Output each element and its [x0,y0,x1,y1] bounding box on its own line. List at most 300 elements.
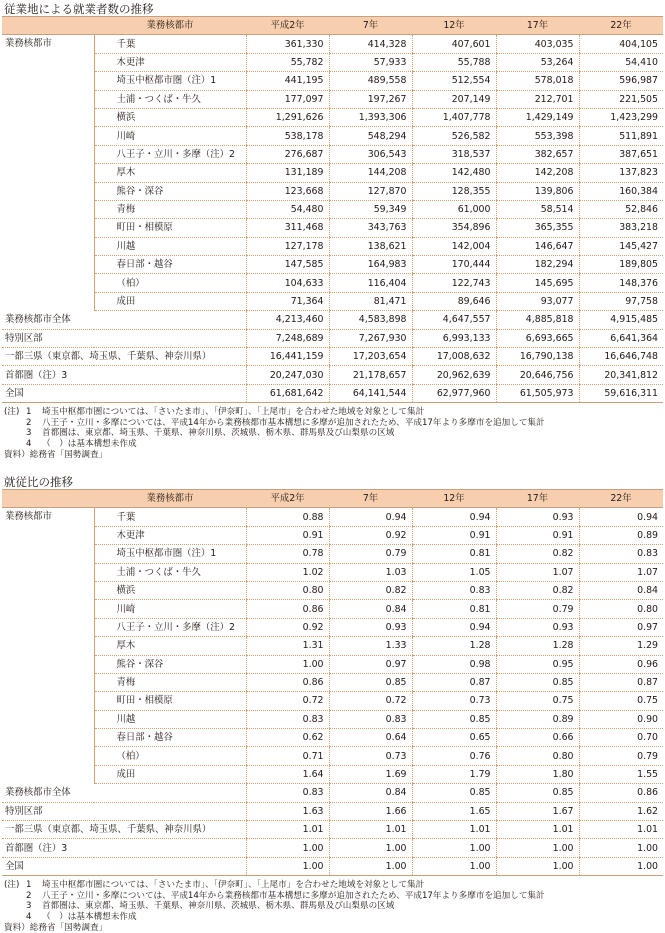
value-cell: 0.95 [496,655,579,673]
value-cell: 0.86 [246,600,329,618]
header-blank [2,490,94,508]
value-cell: 57,933 [329,53,412,71]
value-cell: 212,701 [496,90,579,108]
value-cell: 52,846 [579,200,663,218]
value-cell: 1.00 [246,857,329,875]
city-name: （柏） [94,274,246,292]
table-row [2,127,663,145]
value-cell: 122,743 [412,274,496,292]
value-cell: 55,782 [246,53,329,71]
group-label [2,292,94,310]
value-cell: 1.01 [329,821,412,839]
value-cell: 137,823 [579,164,663,182]
value-cell: 414,328 [329,35,412,53]
group-label [2,563,94,581]
note-label [4,428,26,439]
total-row [2,839,663,857]
city-name: 埼玉中枢都市圏（注）1 [94,72,246,90]
value-cell: 0.73 [412,692,496,710]
value-cell: 1.00 [496,857,579,875]
city-name: 木更津 [94,526,246,544]
value-cell: 0.82 [496,545,579,563]
value-cell: 16,646,748 [579,348,663,366]
group-label [2,274,94,292]
value-cell: 20,247,030 [246,366,329,384]
value-cell: 0.80 [496,747,579,765]
value-cell: 0.80 [579,600,663,618]
value-cell: 0.89 [496,710,579,728]
note-text: 首都圏は、東京都、埼玉県、千葉県、神奈川県、茨城県、栃木県、群馬県及び山梨県の区域 [42,428,395,439]
value-cell: 0.94 [329,508,412,526]
group-label [2,581,94,599]
column-header: 平成2年 [246,17,329,35]
table-row [2,600,663,618]
table-row [2,563,663,581]
value-cell: 0.65 [412,729,496,747]
column-header: 22年 [579,490,663,508]
value-cell: 0.82 [496,581,579,599]
value-cell: 1.55 [579,765,663,783]
source-note: 資料）総務省「国勢調査」 [4,449,108,460]
value-cell: 1.28 [496,637,579,655]
note-item [4,428,665,439]
city-name: （柏） [94,747,246,765]
group-label [2,692,94,710]
value-cell: 0.94 [412,618,496,636]
value-cell: 17,203,654 [329,348,412,366]
value-cell: 189,805 [579,256,663,274]
note-text: 首都圏は、東京都、埼玉県、千葉県、神奈川県、茨城県、栃木県、群馬県及び山梨県の区域 [42,901,395,912]
value-cell: 139,806 [496,182,579,200]
group-label [2,637,94,655]
value-cell: 0.79 [579,747,663,765]
table-row [2,508,663,526]
value-cell: 0.91 [412,526,496,544]
value-cell: 1.00 [412,839,496,857]
notes [0,880,665,933]
value-cell: 61,000 [412,200,496,218]
note-label [4,891,26,902]
table-row [2,219,663,237]
value-cell: 578,018 [496,72,579,90]
value-cell: 1.67 [496,802,579,820]
note-number: 4 [26,438,32,449]
total-row [2,311,663,329]
total-row [2,366,663,384]
value-cell: 145,695 [496,274,579,292]
note-text: （ ）は基本構想未作成 [42,911,137,922]
table-row [2,182,663,200]
value-cell: 1.65 [412,802,496,820]
note-item [4,901,665,912]
value-cell: 6,641,364 [579,329,663,347]
note-item [4,439,665,450]
value-cell: 382,657 [496,145,579,163]
value-cell: 489,558 [329,72,412,90]
value-cell: 0.84 [329,784,412,802]
value-cell: 1.00 [246,839,329,857]
group-label [2,53,94,71]
city-name: 木更津 [94,53,246,71]
value-cell: 0.86 [246,673,329,691]
value-cell: 55,788 [412,53,496,71]
value-cell: 1.69 [329,765,412,783]
value-cell: 0.72 [329,692,412,710]
value-cell: 93,077 [496,292,579,310]
table-row [2,292,663,310]
total-name: 特別区部 [2,329,246,347]
value-cell: 207,149 [412,90,496,108]
value-cell: 0.91 [246,526,329,544]
section-ratio [0,475,665,933]
note-number: 3 [26,428,32,439]
value-cell: 0.72 [246,692,329,710]
note-number: 4 [26,911,32,922]
value-cell: 61,505,973 [496,384,579,402]
total-row [2,857,663,875]
table-row [2,35,663,53]
value-cell: 0.92 [329,526,412,544]
value-cell: 1.03 [329,563,412,581]
table-row [2,164,663,182]
value-cell: 138,621 [329,237,412,255]
source-note: 資料）総務省「国勢調査」 [4,922,108,933]
value-cell: 127,870 [329,182,412,200]
column-header: 22年 [579,17,663,35]
column-header: 7年 [329,17,412,35]
value-cell: 1.00 [412,857,496,875]
value-cell: 0.80 [246,581,329,599]
value-cell: 0.93 [496,508,579,526]
value-cell: 361,330 [246,35,329,53]
note-label [4,418,26,429]
group-label [2,72,94,90]
value-cell: 20,341,812 [579,366,663,384]
table-row [2,729,663,747]
value-cell: 0.75 [496,692,579,710]
value-cell: 6,693,665 [496,329,579,347]
employment-table [2,16,663,403]
value-cell: 145,427 [579,237,663,255]
total-row [2,384,663,402]
value-cell: 20,646,756 [496,366,579,384]
city-name: 川越 [94,710,246,728]
table-row [2,526,663,544]
value-cell: 164,983 [329,256,412,274]
table-row [2,545,663,563]
value-cell: 0.97 [329,655,412,673]
value-cell: 1.29 [579,637,663,655]
value-cell: 6,993,133 [412,329,496,347]
note-item [4,880,665,891]
table-row [2,256,663,274]
group-label [2,145,94,163]
table-row [2,710,663,728]
value-cell: 1.07 [496,563,579,581]
value-cell: 54,410 [579,53,663,71]
value-cell: 0.85 [412,710,496,728]
table-row [2,53,663,71]
value-cell: 131,189 [246,164,329,182]
total-name: 全国 [2,857,246,875]
group-label [2,618,94,636]
city-name: 成田 [94,292,246,310]
value-cell: 142,004 [412,237,496,255]
city-name: 川崎 [94,127,246,145]
value-cell: 128,355 [412,182,496,200]
city-name: 青梅 [94,200,246,218]
value-cell: 170,444 [412,256,496,274]
value-cell: 0.94 [412,508,496,526]
value-cell: 1.00 [329,857,412,875]
table-row [2,637,663,655]
table-row [2,765,663,783]
value-cell: 160,384 [579,182,663,200]
group-label [2,108,94,126]
column-header: 業務核都市 [94,490,246,508]
value-cell: 0.93 [496,618,579,636]
value-cell: 526,582 [412,127,496,145]
value-cell: 221,505 [579,90,663,108]
notes [0,407,665,460]
value-cell: 1.01 [412,821,496,839]
value-cell: 59,349 [329,200,412,218]
group-label [2,747,94,765]
note-item [4,912,665,923]
value-cell: 0.83 [329,710,412,728]
value-cell: 0.91 [496,526,579,544]
value-cell: 0.79 [329,545,412,563]
value-cell: 81,471 [329,292,412,310]
value-cell: 1,291,626 [246,108,329,126]
table-row [2,274,663,292]
value-cell: 0.84 [329,600,412,618]
total-name: 首都圏（注）3 [2,366,246,384]
value-cell: 596,987 [579,72,663,90]
value-cell: 197,267 [329,90,412,108]
value-cell: 104,633 [246,274,329,292]
value-cell: 0.86 [579,784,663,802]
value-cell: 1.00 [246,655,329,673]
value-cell: 0.76 [412,747,496,765]
group-label [2,710,94,728]
value-cell: 0.98 [412,655,496,673]
total-row [2,329,663,347]
value-cell: 0.62 [246,729,329,747]
note-label [4,439,26,450]
value-cell: 0.88 [246,508,329,526]
value-cell: 61,681,642 [246,384,329,402]
group-label [2,237,94,255]
value-cell: 1,429,149 [496,108,579,126]
value-cell: 53,264 [496,53,579,71]
value-cell: 142,480 [412,164,496,182]
value-cell: 1.00 [329,839,412,857]
city-name: 町田・相模原 [94,692,246,710]
value-cell: 0.92 [246,618,329,636]
value-cell: 0.66 [496,729,579,747]
value-cell: 182,294 [496,256,579,274]
value-cell: 1.00 [496,839,579,857]
value-cell: 7,248,689 [246,329,329,347]
value-cell: 89,646 [412,292,496,310]
value-cell: 343,763 [329,219,412,237]
value-cell: 4,885,818 [496,311,579,329]
value-cell: 20,962,639 [412,366,496,384]
value-cell: 538,178 [246,127,329,145]
value-cell: 62,977,960 [412,384,496,402]
total-name: 特別区部 [2,802,246,820]
column-header: 12年 [412,490,496,508]
city-name: 土浦・つくば・牛久 [94,90,246,108]
group-label [2,655,94,673]
value-cell: 1.62 [579,802,663,820]
table-row [2,145,663,163]
city-name: 川越 [94,237,246,255]
total-name: 一都三県（東京都、埼玉県、千葉県、神奈川県） [2,348,246,366]
city-name: 千葉 [94,35,246,53]
ratio-table [2,489,663,876]
value-cell: 16,441,159 [246,348,329,366]
value-cell: 1.33 [329,637,412,655]
column-header: 7年 [329,490,412,508]
table-row [2,655,663,673]
group-label [2,256,94,274]
value-cell: 1.28 [412,637,496,655]
note-label [4,901,26,912]
group-label [2,127,94,145]
note-number: 3 [26,901,32,912]
note-text: 八王子・立川・多摩については、平成14年から業務核都市基本構想に多摩が追加されたため、平成17年より多摩市を追加して集計 [42,890,545,901]
note-label [4,912,26,923]
header-row [2,17,663,35]
total-name: 一都三県（東京都、埼玉県、千葉県、神奈川県） [2,821,246,839]
value-cell: 404,105 [579,35,663,53]
value-cell: 0.71 [246,747,329,765]
value-cell: 0.83 [246,710,329,728]
value-cell: 21,178,657 [329,366,412,384]
city-name: 厚木 [94,164,246,182]
value-cell: 7,267,930 [329,329,412,347]
value-cell: 116,404 [329,274,412,292]
city-name: 熊谷・深谷 [94,655,246,673]
city-name: 町田・相模原 [94,219,246,237]
value-cell: 403,035 [496,35,579,53]
value-cell: 0.75 [579,692,663,710]
value-cell: 407,601 [412,35,496,53]
total-row [2,802,663,820]
value-cell: 0.82 [329,581,412,599]
total-name: 首都圏（注）3 [2,839,246,857]
value-cell: 0.83 [579,545,663,563]
value-cell: 0.73 [329,747,412,765]
value-cell: 144,208 [329,164,412,182]
value-cell: 1.00 [579,857,663,875]
note-text: 八王子・立川・多摩については、平成14年から業務核都市基本構想に多摩が追加されたため、平成17年より多摩市を追加して集計 [42,417,545,428]
value-cell: 1.80 [496,765,579,783]
value-cell: 147,585 [246,256,329,274]
value-cell: 0.79 [496,600,579,618]
group-label [2,545,94,563]
value-cell: 553,398 [496,127,579,145]
table-row [2,237,663,255]
value-cell: 71,364 [246,292,329,310]
city-name: 春日部・越谷 [94,256,246,274]
value-cell: 148,376 [579,274,663,292]
city-name: 八王子・立川・多摩（注）2 [94,618,246,636]
city-name: 成田 [94,765,246,783]
value-cell: 1.66 [329,802,412,820]
note-number: 1 [26,880,32,891]
value-cell: 54,480 [246,200,329,218]
value-cell: 177,097 [246,90,329,108]
note-text: 埼玉中枢都市圏については、「さいたま市」、「伊奈町」、「上尾市」を合わせた地域を対象として集計 [42,407,425,418]
city-name: 横浜 [94,108,246,126]
value-cell: 0.90 [579,710,663,728]
value-cell: 142,208 [496,164,579,182]
value-cell: 0.78 [246,545,329,563]
value-cell: 0.85 [412,784,496,802]
value-cell: 0.64 [329,729,412,747]
table-row [2,581,663,599]
city-name: 青梅 [94,673,246,691]
table-row [2,692,663,710]
group-label [2,729,94,747]
group-label [2,200,94,218]
value-cell: 1,393,306 [329,108,412,126]
group-label [2,765,94,783]
value-cell: 354,896 [412,219,496,237]
section-title: 従業地による就業者数の推移 [4,2,154,16]
total-name: 全国 [2,384,246,402]
note-number: 2 [26,890,32,901]
city-name: 川崎 [94,600,246,618]
group-label [2,526,94,544]
value-cell: 4,647,557 [412,311,496,329]
note-label: (注) [4,880,20,891]
value-cell: 0.85 [496,784,579,802]
note-text: （ ）は基本構想未作成 [42,438,137,449]
value-cell: 1.01 [579,821,663,839]
value-cell: 365,355 [496,219,579,237]
column-header: 業務核都市 [94,17,246,35]
value-cell: 1.02 [246,563,329,581]
total-name: 業務核都市全体 [2,311,246,329]
group-label [2,673,94,691]
value-cell: 0.83 [246,784,329,802]
value-cell: 276,687 [246,145,329,163]
table-row [2,747,663,765]
table-row [2,72,663,90]
value-cell: 0.96 [579,655,663,673]
group-label: 業務核都市 [5,511,52,523]
value-cell: 59,616,311 [579,384,663,402]
value-cell: 123,668 [246,182,329,200]
value-cell: 1.01 [246,821,329,839]
group-label [2,164,94,182]
value-cell: 0.89 [579,526,663,544]
city-name: 八王子・立川・多摩（注）2 [94,145,246,163]
total-name: 業務核都市全体 [2,784,246,802]
value-cell: 0.81 [412,545,496,563]
value-cell: 0.87 [412,673,496,691]
header-blank [2,17,94,35]
value-cell: 127,178 [246,237,329,255]
note-item [4,418,665,429]
value-cell: 0.93 [329,618,412,636]
section-employment [0,2,665,460]
value-cell: 4,583,898 [329,311,412,329]
